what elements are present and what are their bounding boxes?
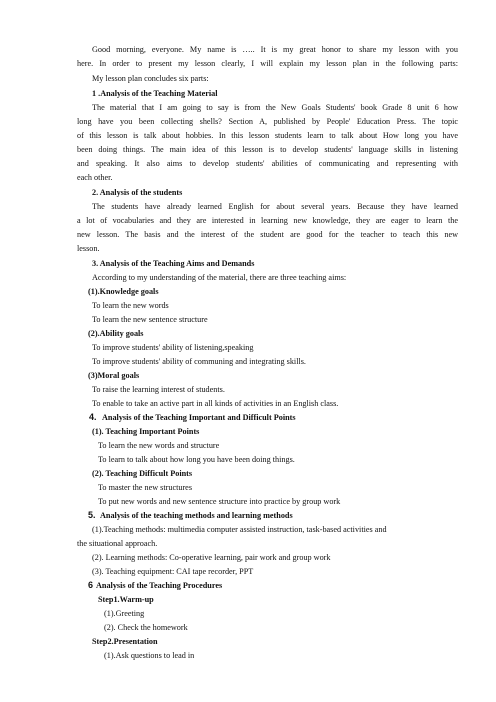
section-heading: 5. — [88, 510, 96, 520]
section-heading: 1 .Analysis of the Teaching Material — [92, 89, 218, 98]
section-heading: 6 — [88, 580, 94, 590]
text-line: here. In order to present my lesson clearly, I will explain my lesson plan in the following parts: — [77, 59, 458, 68]
text-line: The students have already learned English for about several years. Because they have learned — [92, 202, 458, 211]
text-line: To learn to talk about how long you have been doing things. — [98, 455, 295, 464]
text-line: To learn the new sentence structure — [92, 315, 208, 324]
text-line: To raise the learning interest of students. — [92, 385, 225, 394]
text-line: (1).Ask questions to lead in — [104, 651, 195, 660]
section-heading: (3)Moral goals — [88, 371, 140, 380]
text-line: My lesson plan concludes six parts: — [92, 74, 209, 83]
text-line: new lesson. The basis and the interest of the student are good for the teacher to teach this new — [77, 230, 458, 239]
text-line: To improve students' ability of listening,speaking — [92, 343, 254, 352]
section-heading: (2).Ability goals — [88, 329, 144, 338]
text-line: and speaking. It also aims to develop students' abilities of communicating and representing with — [77, 159, 458, 168]
text-line: The material that I am going to say is from the New Goals Students' book Grade 8 unit 6 how — [92, 103, 458, 112]
text-line: (1).Greeting — [104, 609, 145, 618]
text-line: been doing things. The main idea of this lesson is to develop students' language skills in listening — [77, 145, 458, 154]
section-heading: 3. Analysis of the Teaching Aims and Demands — [92, 259, 255, 268]
section-heading: Step1.Warm-up — [98, 595, 154, 604]
section-heading: 2. Analysis of the students — [92, 188, 183, 197]
section-heading: Analysis of the Teaching Important and Difficult Points — [102, 413, 296, 422]
text-line: of this lesson is talk about hobbies. In this lesson students learn to talk about How long you have — [77, 131, 458, 140]
section-heading: (1).Knowledge goals — [88, 287, 159, 296]
text-line: To enable to take an active part in all kinds of activities in an English class. — [92, 399, 339, 408]
text-line: (2). Learning methods: Co-operative learning, pair work and group work — [92, 553, 331, 562]
text-line: (2). Check the homework — [104, 623, 188, 632]
text-line: To master the new structures — [98, 483, 193, 492]
text-line: To put new words and new sentence structure into practice by group work — [98, 497, 341, 506]
section-heading: Step2.Presentation — [92, 637, 158, 646]
text-line: long have you been collecting shells? Section A, published by People' Education Press. The topic — [77, 117, 458, 126]
section-heading: 4. — [89, 412, 97, 422]
text-line: (3). Teaching equipment: CAI tape recorder, PPT — [92, 567, 254, 576]
text-line: each other. — [77, 173, 113, 182]
text-line: lesson. — [77, 244, 100, 253]
text-line: To learn the new words — [92, 301, 169, 310]
section-heading: Analysis of the teaching methods and learning methods — [100, 511, 293, 520]
text-line: To improve students' ability of communing and integrating skills. — [92, 357, 306, 366]
text-line: To learn the new words and structure — [98, 441, 220, 450]
text-line: (1).Teaching methods: multimedia computer assisted instruction, task-based activities and — [92, 525, 387, 534]
text-line: a lot of vocabularies and they are interested in learning new knowledge, they are eager to learn the — [77, 216, 458, 225]
text-line: According to my understanding of the material, there are three teaching aims: — [92, 273, 347, 282]
text-line: the situational approach. — [77, 539, 158, 548]
section-heading: (1). Teaching Important Points — [92, 427, 200, 436]
text-line: Good morning, everyone. My name is ….. It is my great honor to share my lesson with you — [92, 45, 458, 54]
section-heading: (2). Teaching Difficult Points — [92, 469, 193, 478]
section-heading: Analysis of the Teaching Procedures — [96, 581, 223, 590]
